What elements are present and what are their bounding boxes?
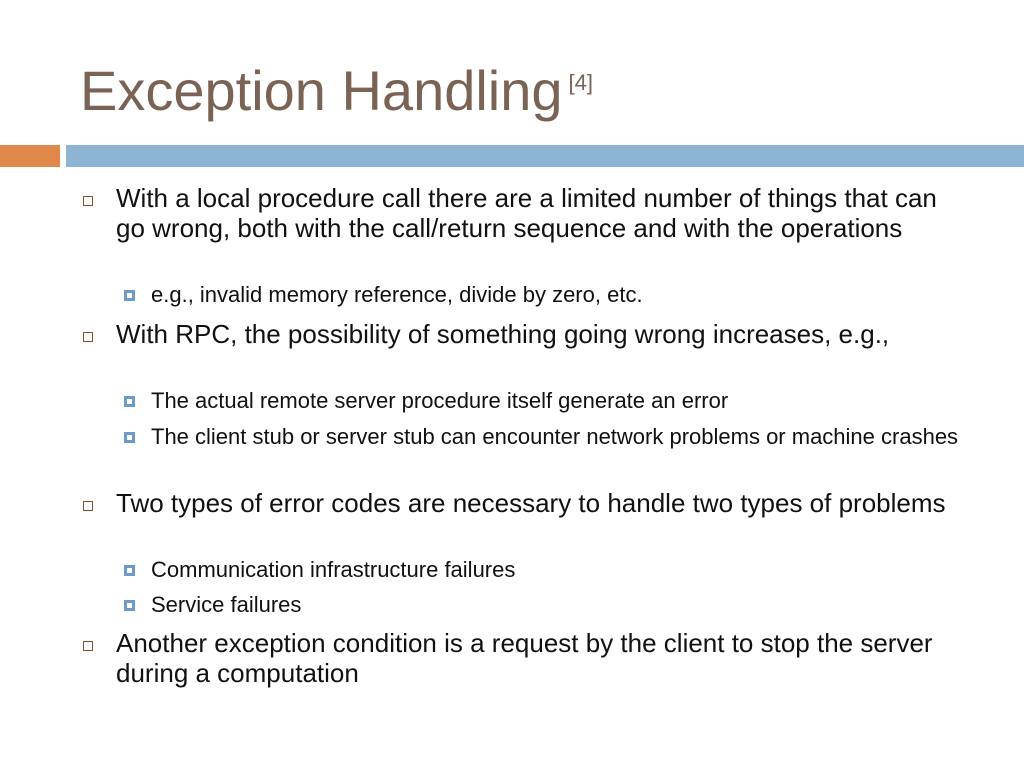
sub-bullet-item: The client stub or server stub can encounter network problems or machine crashes bbox=[151, 424, 959, 449]
bullet-square-icon bbox=[83, 332, 93, 342]
title-text: Exception Handling bbox=[80, 58, 563, 122]
title-reference: [4] bbox=[568, 70, 594, 95]
sub-bullet-icon bbox=[124, 565, 135, 576]
bullet-square-icon bbox=[83, 196, 93, 206]
bullet-item: Two types of error codes are necessary to handle two types of problems bbox=[116, 488, 946, 518]
sub-bullet-icon bbox=[124, 396, 135, 407]
sub-bullet-item: Service failures bbox=[151, 592, 302, 617]
sub-bullet-item: The actual remote server procedure itself generate an error bbox=[151, 388, 729, 413]
bullet-square-icon bbox=[83, 501, 93, 511]
bullet-item: With RPC, the possibility of something going wrong increases, e.g., bbox=[116, 319, 890, 349]
bullet-item: With a local procedure call there are a limited number of things that can go wrong, both with the call/return sequence and with the operations bbox=[116, 183, 937, 243]
bullet-square-icon bbox=[83, 641, 93, 651]
sub-bullet-icon bbox=[124, 290, 135, 301]
sub-bullet-item: Communication infrastructure failures bbox=[151, 557, 516, 582]
bullet-item: Another exception condition is a request by the client to stop the server during a computation bbox=[116, 628, 933, 688]
sub-bullet-icon bbox=[124, 432, 135, 443]
sub-bullet-icon bbox=[124, 600, 135, 611]
sub-bullet-item: e.g., invalid memory reference, divide by zero, etc. bbox=[151, 282, 643, 307]
